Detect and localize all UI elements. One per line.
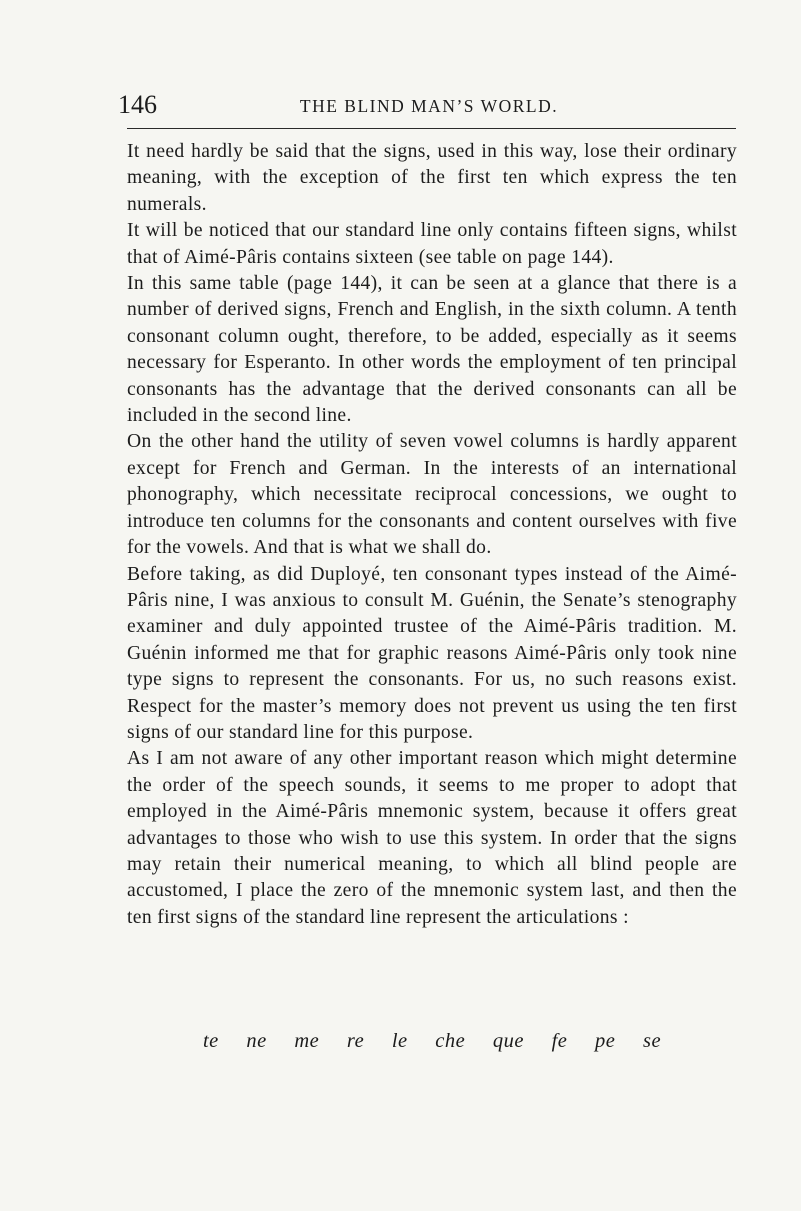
articulation: re (346, 1030, 365, 1052)
articulations-line (127, 1030, 737, 1053)
articulation: que (492, 1030, 524, 1052)
paragraph: On the other hand the utility of seven vowel columns is hardly apparent except for French and German. In the interests of an international phonography, which necessitate reciprocal concessions, we ought to introduce ten columns for the consonants and content ourselves with five for the vowels. And that is what we shall do. (127, 431, 737, 559)
paragraph: It will be noticed that our standard line only contains fifteen signs, whilst that of Aimé-Pâris contains sixteen (see table on page 144). (127, 220, 737, 268)
paragraph: In this same table (page 144), it can be seen at a glance that there is a number of derived signs, French and English, in the sixth column. A tenth consonant column ought, therefore, to be added, especially as it seems necessary for Esperanto. In other words the employment of ten principal consonants has the advantage that the derived consonants can all be included in the second line. (127, 273, 737, 427)
articulation: me (294, 1030, 320, 1052)
paragraph: It need hardly be said that the signs, used in this way, lose their ordinary meaning, with the exception of the first ten which express the ten numerals. (127, 141, 737, 215)
articulation: che (435, 1030, 466, 1052)
page-header (118, 88, 740, 128)
running-title: THE BLIND MAN’S WORLD. (299, 96, 559, 116)
page-number: 146 (118, 90, 157, 119)
paragraph: As I am not aware of any other important reason which might determine the order of the speech sounds, it seems to me proper to adopt that employed in the Aimé-Pâris mnemonic system, because it offers great advantages to those who wish to use this system. In order that the signs may retain their numerical meaning, to which all blind people are accustomed, I place the zero of the mnemonic system last, and then the ten first signs of the standard line represent the articulations : (127, 748, 737, 928)
articulation: fe (551, 1030, 568, 1052)
header-rule (127, 128, 736, 129)
articulation: pe (594, 1030, 616, 1052)
articulation: se (642, 1030, 662, 1052)
articulation: le (391, 1030, 408, 1052)
paragraph: Before taking, as did Duployé, ten consonant types instead of the Aimé-Pâris nine, I was anxious to consult M. Guénin, the Senate’s stenography examiner and duly appointed trustee of the Aimé-Pâris tradition. M. Guénin informed me that for graphic reasons Aimé-Pâris only took nine type signs to represent the consonants. For us, no such reasons exist. Respect for the master’s memory does not prevent us using the ten first signs of our standard line for this purpose. (127, 563, 737, 743)
articulation: te (202, 1030, 219, 1052)
articulation: ne (246, 1030, 267, 1052)
body-text (127, 139, 737, 931)
